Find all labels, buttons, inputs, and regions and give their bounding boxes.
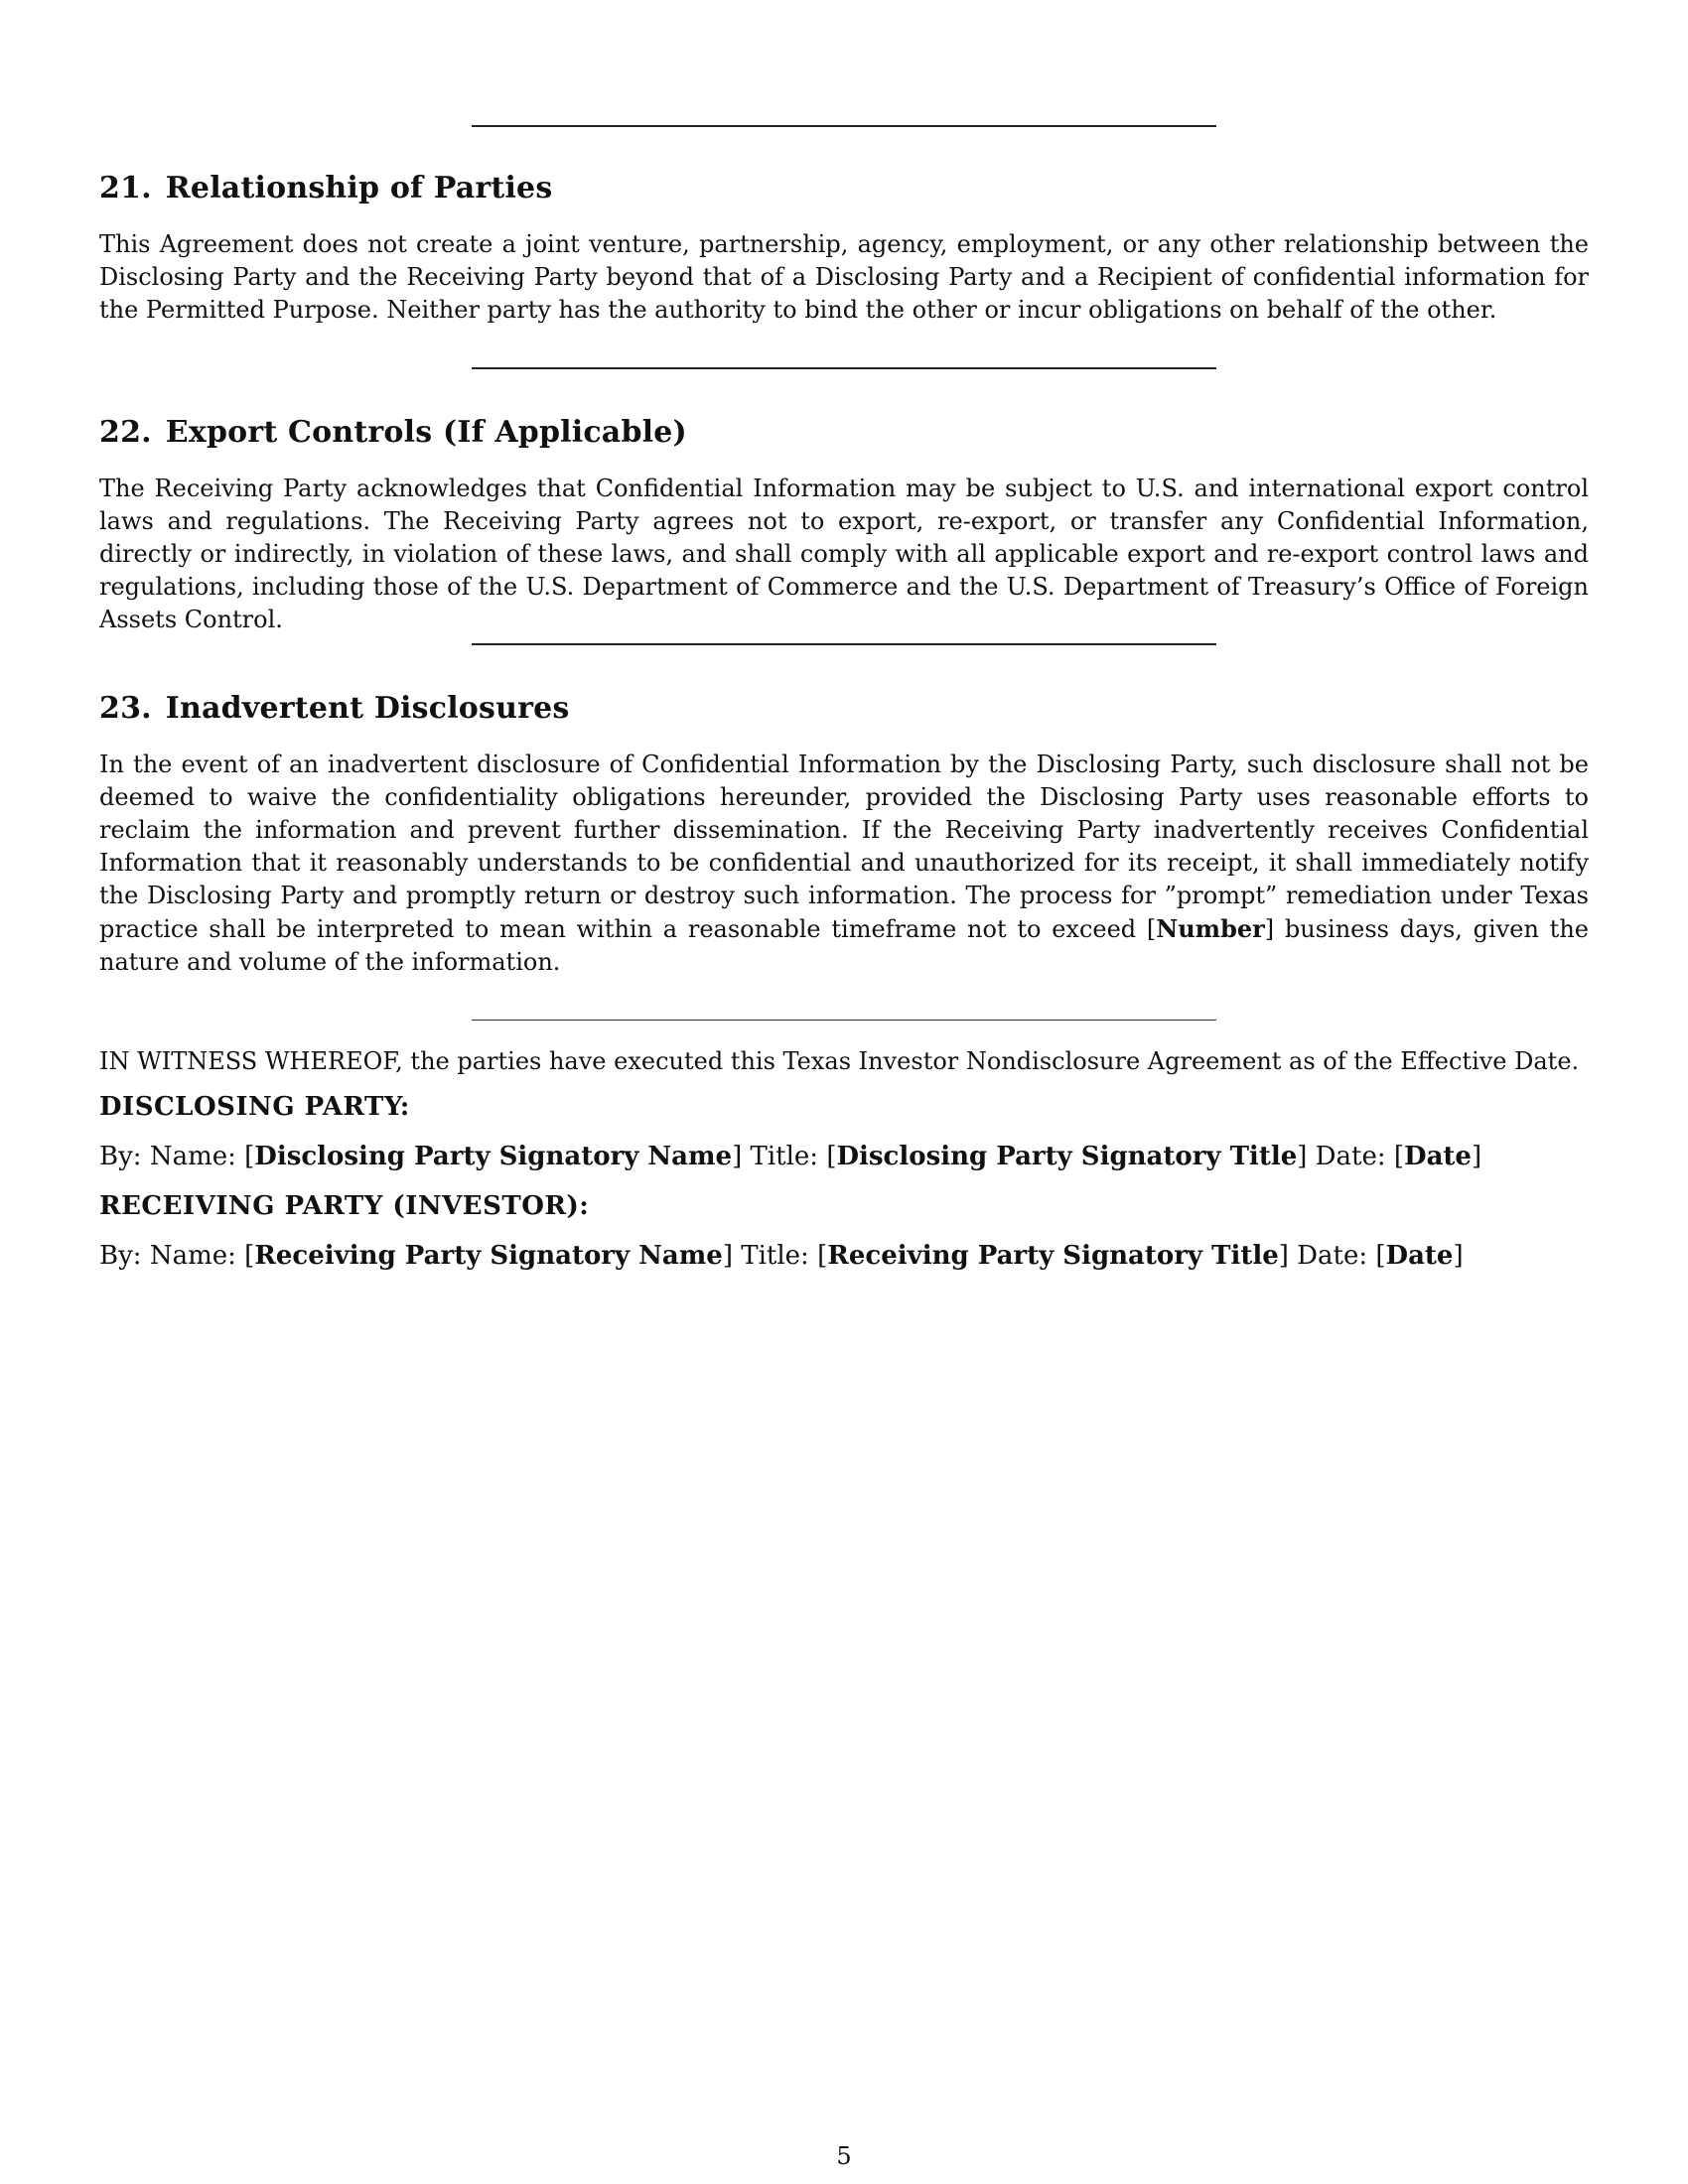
section-heading-22: [99, 415, 687, 450]
receiving-party-signature-line: [99, 1241, 1464, 1271]
date-placeholder: Date: [1404, 1142, 1472, 1171]
section-number: 23.: [99, 691, 152, 726]
section-body-23: [99, 749, 1589, 979]
signatory-name-placeholder: Receiving Party Signatory Name: [254, 1241, 723, 1271]
section-number: 21.: [99, 171, 152, 205]
section-title: Relationship of Parties: [165, 171, 553, 205]
section-number: 22.: [99, 415, 152, 450]
signature-label: ]: [1453, 1241, 1464, 1271]
number-placeholder: Number: [1156, 914, 1265, 943]
section-body-text: ] business days, given the nature and volume of the information.: [99, 915, 1589, 976]
section-divider: [472, 1020, 1216, 1021]
date-placeholder: Date: [1385, 1241, 1454, 1271]
signature-label: By: Name: [: [99, 1241, 255, 1271]
signature-label: ] Title: [: [722, 1241, 828, 1271]
signatory-title-placeholder: Receiving Party Signatory Title: [827, 1241, 1279, 1271]
section-title: Export Controls (If Applicable): [165, 415, 687, 450]
signature-label: ] Date: [: [1278, 1241, 1386, 1271]
section-body-text: In the event of an inadvertent disclosure of Confidential Information by the Disclosing Party, such disclosure shall not be deemed to waive the confidentiality obligations hereunder, provided the Disclosing Party uses reasonable efforts to reclaim the information and prevent further dissemination. If the Receiving Party inadvertently receives Confidential Information that it reasonably understands to be confidential and unauthorized for its receipt, it shall immediately notify the Disclosing Party and promptly return or destroy such information. The process for ”prompt” remediation under Texas practice shall be interpreted to mean within a reasonable timeframe not to exceed [: [99, 751, 1589, 943]
witness-statement: IN WITNESS WHEREOF, the parties have executed this Texas Investor Nondisclosure Agreement as of the Effective Date.: [99, 1047, 1580, 1075]
section-divider: [472, 367, 1216, 369]
signature-label: By: Name: [: [99, 1142, 255, 1171]
section-heading-21: [99, 171, 552, 205]
signatory-title-placeholder: Disclosing Party Signatory Title: [836, 1142, 1298, 1171]
section-body-22: The Receiving Party acknowledges that Confidential Information may be subject to U.S. and international export control laws and regulations. The Receiving Party agrees not to export, re-export, or transfer any Confidential Information, directly or indirectly, in violation of these laws, and shall comply with all applicable export and re-export control laws and regulations, including those of the U.S. Department of Commerce and the U.S. Department of Treasury’s Office of Foreign Assets Control.: [99, 475, 1589, 633]
document-page: [99, 0, 1589, 2184]
signature-label: ] Title: [: [732, 1142, 837, 1171]
section-divider: [472, 125, 1216, 127]
signature-label: ] Date: [: [1297, 1142, 1405, 1171]
signature-label: ]: [1471, 1142, 1482, 1171]
signatory-name-placeholder: Disclosing Party Signatory Name: [254, 1142, 733, 1171]
disclosing-party-heading: DISCLOSING PARTY:: [99, 1092, 410, 1122]
receiving-party-heading: RECEIVING PARTY (INVESTOR):: [99, 1191, 590, 1221]
page-number: 5: [836, 2142, 852, 2170]
section-divider: [472, 643, 1216, 645]
section-title: Inadvertent Disclosures: [165, 691, 570, 726]
section-body-21: This Agreement does not create a joint venture, partnership, agency, employment, or any other relationship between the Disclosing Party and the Receiving Party beyond that of a Disclosing Party and a Recipient of confidential information for the Permitted Purpose. Neither party has the authority to bind the other or incur obligations on behalf of the other.: [99, 230, 1589, 324]
section-heading-23: [99, 691, 570, 726]
disclosing-party-signature-line: [99, 1142, 1481, 1171]
